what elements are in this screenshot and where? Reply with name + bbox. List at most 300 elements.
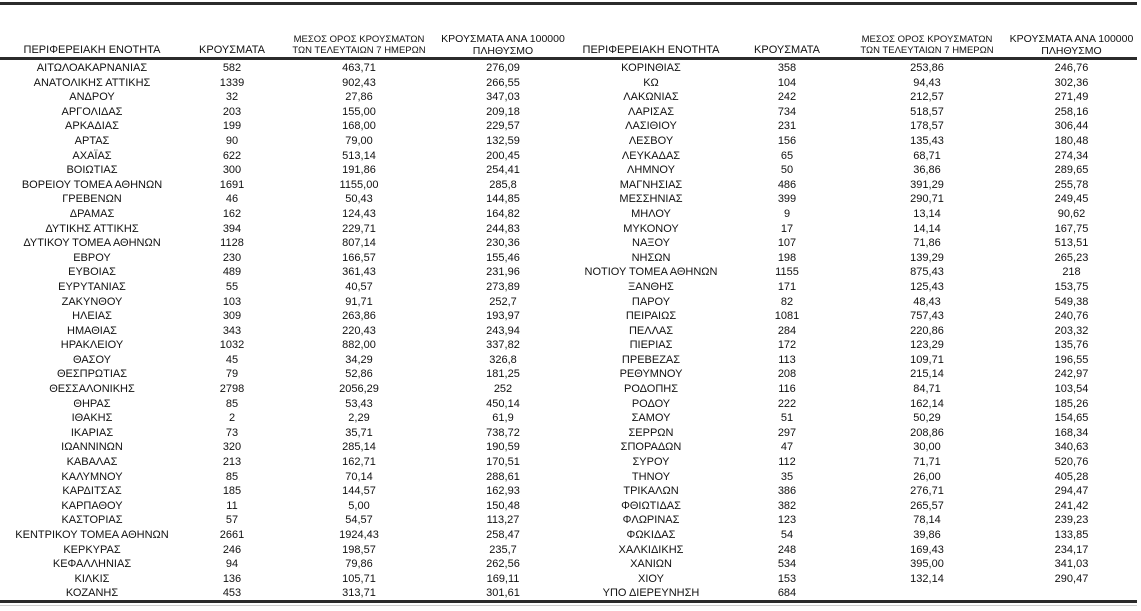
cases-cell: 153 [777, 572, 797, 585]
table-row [576, 309, 1137, 324]
cases-cell: 17 [780, 222, 794, 235]
cases-per-100k-cell: 288,61 [486, 470, 520, 483]
table-row [576, 557, 1137, 572]
avg-7day-cases-cell: 208,86 [910, 426, 944, 439]
region-name-cell: ΚΟΡΙΝΘΙΑΣ [621, 62, 681, 74]
cases-per-100k-cell: 254,41 [486, 164, 520, 177]
region-name-cell: ΚΕΝΤΡΙΚΟΥ ΤΟΜΕΑ ΑΘΗΝΩΝ [15, 529, 169, 541]
region-name-cell: ΕΥΡΥΤΑΝΙΑΣ [58, 280, 126, 293]
cases-cell: 82 [780, 295, 794, 308]
cases-per-100k-cell: 239,23 [1054, 514, 1089, 527]
avg-7day-cases-cell: 52,86 [345, 368, 373, 381]
region-name-cell: ΚΑΣΤΟΡΙΑΣ [61, 514, 123, 527]
avg-7day-cases-cell: 902,43 [342, 76, 376, 89]
avg-7day-cases-cell: 757,43 [910, 310, 944, 323]
avg-7day-cases-cell: 94,43 [913, 76, 941, 89]
cases-cell: 489 [222, 266, 242, 279]
cases-per-100k-cell: 154,65 [1054, 412, 1089, 425]
cases-cell: 55 [225, 280, 239, 293]
cases-cell: 382 [777, 499, 797, 512]
cases-cell: 213 [222, 456, 242, 469]
cases-per-100k-cell: 235,7 [489, 543, 517, 556]
cases-per-100k-cell: 347,03 [486, 91, 520, 104]
column-header-7day-average: ΜΕΣΟΣ ΟΡΟΣ ΚΡΟΥΣΜΑΤΩΝ ΤΩΝ ΤΕΛΕΥΤΑΙΩΝ 7 ΗΜΕΡΩΝ [860, 34, 994, 57]
table-row [0, 90, 568, 105]
table-row [576, 207, 1137, 222]
cases-cell: 185 [222, 485, 242, 498]
region-name-cell: ΚΑΛΥΜΝΟΥ [61, 470, 123, 483]
avg-7day-cases-cell: 144,57 [342, 485, 376, 498]
table-row [576, 411, 1137, 426]
column-header-cases-per-100k: ΚΡΟΥΣΜΑΤΑ ΑΝΑ 100000 ΠΛΗΘΥΣΜΟ [441, 32, 565, 57]
table-row [576, 105, 1137, 120]
region-name-cell: ΝΑΞΟΥ [632, 237, 670, 250]
avg-7day-cases-cell: 1155,00 [339, 178, 379, 191]
cases-cell: 103 [222, 295, 242, 308]
cases-cell: 11 [226, 499, 238, 512]
region-name-cell: ΑΧΑΪΑΣ [72, 149, 112, 162]
cases-per-100k-cell: 240,76 [1054, 310, 1089, 323]
table-row [576, 353, 1137, 368]
cases-cell: 51 [780, 412, 794, 425]
region-name-cell: ΛΑΣΙΘΙΟΥ [625, 120, 677, 133]
column-header-7day-average: ΜΕΣΟΣ ΟΡΟΣ ΚΡΟΥΣΜΑΤΩΝ ΤΩΝ ΤΕΛΕΥΤΑΙΩΝ 7 ΗΜΕΡΩΝ [292, 34, 426, 57]
cases-cell: 1691 [219, 178, 245, 191]
region-name-cell: ΔΥΤΙΚΟΥ ΤΟΜΕΑ ΑΘΗΝΩΝ [23, 237, 161, 250]
cases-per-100k-cell: 103,54 [1054, 383, 1089, 396]
table-row [576, 61, 1137, 76]
cases-per-100k-cell: 306,44 [1054, 120, 1089, 133]
avg-7day-cases-cell: 78,14 [913, 514, 941, 527]
cases-cell: 85 [225, 470, 239, 483]
table-row [0, 222, 568, 237]
avg-7day-cases-cell: 518,57 [910, 105, 944, 118]
table-row [576, 134, 1137, 149]
table-row [576, 149, 1137, 164]
cases-cell: 2798 [219, 383, 245, 396]
region-name-cell: ΠΑΡΟΥ [631, 295, 671, 308]
region-name-cell: ΜΑΓΝΗΣΙΑΣ [619, 178, 683, 191]
cases-cell: 35 [780, 470, 794, 483]
cases-per-100k-cell: 738,72 [486, 426, 520, 439]
region-name-cell: ΤΡΙΚΑΛΩΝ [623, 485, 679, 498]
table-row [0, 149, 568, 164]
cases-per-100k-cell: 285,8 [489, 178, 517, 191]
cases-cell: 734 [777, 105, 797, 118]
cases-cell: 320 [222, 441, 242, 454]
cases-cell: 57 [225, 514, 239, 527]
cases-per-100k-cell: 271,49 [1054, 91, 1089, 104]
table-row [0, 513, 568, 528]
table-row [0, 586, 568, 601]
cases-per-100k-cell: 513,51 [1054, 237, 1089, 250]
avg-7day-cases-cell: 139,29 [910, 251, 944, 264]
region-name-cell: ΑΙΤΩΛΟΑΚΑΡΝΑΝΙΑΣ [36, 62, 148, 74]
table-row [576, 178, 1137, 193]
region-name-cell: ΧΑΛΚΙΔΙΚΗΣ [618, 543, 684, 556]
region-name-cell: ΑΝΑΤΟΛΙΚΗΣ ΑΤΤΙΚΗΣ [33, 76, 151, 89]
cases-per-100k-cell: 234,17 [1054, 543, 1089, 556]
region-name-cell: ΡΟΔΟΥ [631, 397, 671, 410]
table-row [0, 426, 568, 441]
avg-7day-cases-cell: 220,43 [342, 324, 376, 337]
column-header-cases: ΚΡΟΥΣΜΑΤΑ [754, 44, 820, 57]
cases-per-100k-cell: 167,75 [1054, 222, 1089, 235]
table-row [576, 499, 1137, 514]
table-row [0, 295, 568, 310]
avg-7day-cases-cell: 125,43 [910, 280, 944, 293]
table-row [576, 192, 1137, 207]
region-name-cell: ΣΑΜΟΥ [631, 412, 671, 425]
cases-cell: 1128 [220, 237, 244, 250]
table-row [576, 586, 1137, 601]
table-row [0, 440, 568, 455]
region-name-cell: ΜΕΣΣΗΝΙΑΣ [619, 193, 683, 206]
cases-cell: 85 [225, 397, 239, 410]
cases-per-100k-cell: 113,27 [486, 514, 520, 527]
avg-7day-cases-cell: 14,14 [913, 222, 941, 235]
table-row [0, 499, 568, 514]
cases-per-100k-cell: 405,28 [1054, 470, 1089, 483]
cases-cell: 73 [225, 426, 239, 439]
cases-per-100k-cell: 243,94 [486, 324, 520, 337]
avg-7day-cases-cell: 168,00 [342, 120, 376, 133]
avg-7day-cases-cell: 162,14 [910, 397, 944, 410]
cases-per-100k-cell: 162,93 [486, 485, 520, 498]
cases-cell: 300 [222, 164, 242, 177]
table-row [0, 353, 568, 368]
cases-cell: 622 [222, 149, 242, 162]
table-row [0, 324, 568, 339]
cases-per-100k-cell: 302,36 [1054, 76, 1089, 89]
avg-7day-cases-cell: 395,00 [910, 558, 944, 571]
avg-7day-cases-cell: 54,57 [345, 514, 373, 527]
table-row [576, 76, 1137, 91]
cases-cell: 199 [222, 120, 242, 133]
region-name-cell: ΚΑΡΔΙΤΣΑΣ [62, 485, 122, 498]
table-row [0, 338, 568, 353]
cases-per-100k-cell: 209,18 [486, 105, 520, 118]
cases-per-100k-cell: 341,03 [1054, 558, 1089, 571]
avg-7day-cases-cell: 155,00 [342, 105, 376, 118]
cases-per-100k-cell: 196,55 [1054, 353, 1089, 366]
table-row [0, 265, 568, 280]
avg-7day-cases-cell: 35,71 [345, 426, 373, 439]
cases-per-100k-cell: 249,45 [1054, 193, 1089, 206]
avg-7day-cases-cell: 265,57 [910, 499, 944, 512]
avg-7day-cases-cell: 253,86 [910, 62, 944, 74]
cases-cell: 104 [777, 76, 797, 89]
region-name-cell: ΘΗΡΑΣ [73, 397, 111, 410]
region-name-cell: ΑΡΚΑΔΙΑΣ [65, 120, 119, 133]
cases-per-100k-cell: 276,09 [486, 62, 520, 74]
table-row [576, 236, 1137, 251]
cases-per-100k-cell: 61,9 [492, 412, 514, 425]
region-name-cell: ΜΥΚΟΝΟΥ [623, 222, 679, 235]
avg-7day-cases-cell: 84,71 [913, 383, 941, 396]
region-name-cell: ΔΥΤΙΚΗΣ ΑΤΤΙΚΗΣ [45, 222, 139, 235]
cases-cell: 32 [225, 91, 239, 104]
cases-per-100k-cell: 273,89 [486, 280, 520, 293]
cases-cell: 284 [777, 324, 797, 337]
table-row [0, 543, 568, 558]
table-row [576, 338, 1137, 353]
cases-per-100k-cell: 450,14 [486, 397, 520, 410]
avg-7day-cases-cell: 48,43 [913, 295, 941, 308]
cases-per-100k-cell: 340,63 [1054, 441, 1089, 454]
cases-cell: 54 [780, 529, 794, 541]
cases-per-100k-cell: 265,23 [1054, 251, 1089, 264]
region-name-cell: ΠΕΙΡΑΙΩΣ [625, 310, 677, 323]
region-name-cell: ΚΑΒΑΛΑΣ [66, 456, 118, 469]
table-row [576, 397, 1137, 412]
region-name-cell: ΗΛΕΙΑΣ [72, 310, 112, 323]
cases-table-left [0, 0, 568, 601]
region-name-cell: ΤΗΝΟΥ [631, 470, 671, 483]
region-name-cell: ΛΑΚΩΝΙΑΣ [623, 91, 679, 104]
table-row [576, 528, 1137, 543]
cases-per-100k-cell: 193,97 [486, 310, 520, 323]
cases-per-100k-cell: 200,45 [486, 149, 520, 162]
cases-per-100k-cell: 246,76 [1054, 62, 1089, 74]
cases-per-100k-cell: 252,7 [489, 295, 517, 308]
avg-7day-cases-cell: 79,00 [345, 134, 373, 147]
avg-7day-cases-cell: 132,14 [910, 572, 944, 585]
cases-per-100k-cell: 244,83 [486, 222, 520, 235]
avg-7day-cases-cell: 391,29 [910, 178, 944, 191]
cases-per-100k-cell: 242,97 [1054, 368, 1089, 381]
cases-cell: 94 [225, 558, 239, 571]
avg-7day-cases-cell [848, 586, 1006, 601]
table-row [0, 411, 568, 426]
region-name-cell: ΔΡΑΜΑΣ [69, 207, 115, 220]
cases-per-100k-cell: 168,34 [1054, 426, 1089, 439]
cases-cell: 9 [783, 207, 791, 220]
cases-per-100k-cell: 155,46 [486, 251, 520, 264]
region-name-cell: ΚΑΡΠΑΘΟΥ [61, 499, 123, 512]
table-row [0, 280, 568, 295]
cases-per-100k-cell: 326,8 [489, 353, 517, 366]
cases-cell: 534 [777, 558, 797, 571]
cases-cell: 112 [778, 456, 796, 469]
cases-per-100k-cell: 258,16 [1054, 105, 1089, 118]
cases-per-100k-cell: 170,51 [486, 456, 520, 469]
region-name-cell: ΜΗΛΟΥ [631, 207, 671, 220]
region-name-cell: ΝΟΤΙΟΥ ΤΟΜΕΑ ΑΘΗΝΩΝ [584, 266, 718, 279]
table-row [576, 543, 1137, 558]
table-row [576, 470, 1137, 485]
cases-per-100k-cell: 229,57 [486, 120, 520, 133]
avg-7day-cases-cell: 290,71 [910, 193, 944, 206]
avg-7day-cases-cell: 13,14 [913, 207, 941, 220]
region-name-cell: ΣΠΟΡΑΔΩΝ [620, 441, 682, 454]
column-header-region: ΠΕΡΙΦΕΡΕΙΑΚΗ ΕΝΟΤΗΤΑ [582, 44, 720, 57]
table-row [0, 309, 568, 324]
avg-7day-cases-cell: 215,14 [910, 368, 944, 381]
cases-per-100k-cell: 241,42 [1054, 499, 1089, 512]
table-row [576, 222, 1137, 237]
cases-cell: 343 [222, 324, 242, 337]
cases-cell: 394 [222, 222, 242, 235]
cases-cell: 297 [777, 426, 797, 439]
table-row [576, 382, 1137, 397]
cases-cell: 1032 [219, 339, 245, 352]
table-row [576, 324, 1137, 339]
table-row [576, 295, 1137, 310]
cases-cell: 79 [225, 368, 239, 381]
cases-cell: 222 [777, 397, 797, 410]
avg-7day-cases-cell: 34,29 [345, 353, 373, 366]
column-header-cases-per-100k: ΚΡΟΥΣΜΑΤΑ ΑΝΑ 100000 ΠΛΗΘΥΣΜΟ [1009, 32, 1134, 57]
cases-per-100k-cell: 252 [493, 383, 513, 396]
cases-cell: 198 [777, 251, 797, 264]
avg-7day-cases-cell: 68,71 [913, 149, 941, 162]
avg-7day-cases-cell: 313,71 [342, 587, 376, 600]
cases-cell: 116 [778, 383, 796, 396]
cases-per-100k-cell: 301,61 [486, 587, 520, 600]
table-row [576, 572, 1137, 587]
table-row [576, 119, 1137, 134]
avg-7day-cases-cell: 135,43 [910, 134, 944, 147]
avg-7day-cases-cell: 70,14 [345, 470, 373, 483]
region-name-cell: ΠΡΕΒΕΖΑΣ [621, 353, 681, 366]
table-row [0, 572, 568, 587]
avg-7day-cases-cell: 513,14 [342, 149, 376, 162]
table-row [576, 163, 1137, 178]
avg-7day-cases-cell: 361,43 [342, 266, 376, 279]
cases-per-100k-cell: 190,59 [486, 441, 520, 454]
table-row [0, 236, 568, 251]
region-name-cell: ΡΟΔΟΠΗΣ [623, 383, 679, 396]
bottom-border-shadow-line [0, 605, 1137, 606]
cases-cell: 453 [222, 587, 242, 600]
cases-cell: 171 [777, 280, 797, 293]
region-name-cell: ΦΩΚΙΔΑΣ [626, 529, 676, 541]
region-name-cell: ΡΕΘΥΜΝΟΥ [619, 368, 683, 381]
cases-cell: 309 [222, 310, 242, 323]
table-row [0, 119, 568, 134]
avg-7day-cases-cell: 109,71 [910, 353, 944, 366]
avg-7day-cases-cell: 162,71 [342, 456, 376, 469]
table-row [576, 367, 1137, 382]
region-name-cell: ΙΚΑΡΙΑΣ [70, 426, 114, 439]
cases-cell: 136 [222, 572, 242, 585]
cases-cell: 65 [780, 149, 794, 162]
table-row [576, 90, 1137, 105]
avg-7day-cases-cell: 191,86 [342, 164, 376, 177]
avg-7day-cases-cell: 285,14 [342, 441, 376, 454]
table-row [576, 455, 1137, 470]
region-name-cell: ΧΙΟΥ [638, 572, 664, 585]
cases-per-100k-cell [1006, 586, 1137, 601]
table-row [0, 178, 568, 193]
cases-per-100k-cell: 258,47 [486, 529, 520, 541]
avg-7day-cases-cell: 166,57 [342, 251, 376, 264]
region-name-cell: ΘΕΣΠΡΩΤΙΑΣ [56, 368, 128, 381]
avg-7day-cases-cell: 220,86 [910, 324, 944, 337]
cases-cell: 123 [777, 514, 797, 527]
region-name-cell: ΧΑΝΙΩΝ [630, 558, 672, 571]
cases-cell: 46 [225, 193, 239, 206]
cases-per-100k-cell: 337,82 [486, 339, 520, 352]
header-row [576, 0, 1137, 61]
table-row [0, 207, 568, 222]
column-header-region: ΠΕΡΙΦΕΡΕΙΑΚΗ ΕΝΟΤΗΤΑ [23, 44, 161, 57]
avg-7day-cases-cell: 40,57 [345, 280, 373, 293]
cases-per-100k-cell: 169,11 [486, 572, 520, 585]
cases-per-100k-cell: 520,76 [1054, 456, 1089, 469]
region-name-cell: ΘΑΣΟΥ [72, 353, 112, 366]
cases-per-100k-cell: 230,36 [486, 237, 520, 250]
avg-7day-cases-cell: 26,00 [913, 470, 941, 483]
region-name-cell: ΥΠΟ ΔΙΕΡΕΥΝΗΣΗ [602, 587, 700, 600]
cases-per-100k-cell: 218 [1062, 266, 1081, 279]
table-row [0, 163, 568, 178]
cases-cell: 90 [225, 134, 239, 147]
table-row [576, 426, 1137, 441]
avg-7day-cases-cell: 53,43 [345, 397, 373, 410]
avg-7day-cases-cell: 2,29 [348, 412, 370, 425]
column-header-cases: ΚΡΟΥΣΜΑΤΑ [199, 44, 265, 57]
cases-per-100k-cell: 231,96 [486, 266, 520, 279]
cases-per-100k-cell: 153,75 [1054, 280, 1089, 293]
table-row [576, 440, 1137, 455]
region-name-cell: ΘΕΣΣΑΛΟΝΙΚΗΣ [49, 383, 135, 396]
cases-cell: 47 [780, 441, 794, 454]
table-row [0, 470, 568, 485]
cases-cell: 684 [777, 587, 797, 600]
cases-cell: 1339 [219, 76, 245, 89]
table-row [0, 528, 568, 543]
avg-7day-cases-cell: 198,57 [342, 543, 376, 556]
cases-cell: 162 [222, 207, 242, 220]
cases-per-100k-cell: 290,47 [1054, 572, 1089, 585]
region-name-cell: ΕΥΒΟΙΑΣ [68, 266, 116, 279]
region-name-cell: ΛΕΣΒΟΥ [628, 134, 674, 147]
table-row [0, 455, 568, 470]
region-name-cell: ΑΡΤΑΣ [74, 134, 110, 147]
cases-table-right [576, 0, 1137, 601]
table-row [0, 192, 568, 207]
table-row [0, 105, 568, 120]
region-name-cell: ΑΡΓΟΛΙΔΑΣ [61, 105, 123, 118]
cases-cell: 113 [778, 353, 796, 366]
cases-cell: 1155 [775, 266, 799, 279]
cases-cell: 203 [222, 105, 242, 118]
avg-7day-cases-cell: 178,57 [910, 120, 944, 133]
cases-per-100k-cell: 274,34 [1054, 149, 1089, 162]
cases-per-100k-cell: 90,62 [1057, 207, 1086, 220]
cases-cell: 156 [777, 134, 797, 147]
table-body-right [576, 61, 1137, 601]
region-name-cell: ΗΡΑΚΛΕΙΟΥ [60, 339, 124, 352]
cases-per-100k-cell: 133,85 [1054, 529, 1089, 541]
avg-7day-cases-cell: 807,14 [342, 237, 376, 250]
cases-cell: 107 [777, 237, 797, 250]
table-row [0, 76, 568, 91]
region-name-cell: ΙΩΑΝΝΙΝΩΝ [61, 441, 123, 454]
avg-7day-cases-cell: 123,29 [910, 339, 944, 352]
region-name-cell: ΛΗΜΝΟΥ [627, 164, 675, 177]
region-name-cell: ΑΝΔΡΟΥ [69, 91, 115, 104]
table-row [0, 557, 568, 572]
cases-per-100k-cell: 549,38 [1054, 295, 1089, 308]
cases-per-100k-cell: 262,56 [486, 558, 520, 571]
region-name-cell: ΣΥΡΟΥ [632, 456, 670, 469]
region-name-cell: ΓΡΕΒΕΝΩΝ [62, 193, 122, 206]
cases-per-100k-cell: 135,76 [1054, 339, 1089, 352]
region-name-cell: ΚΟΖΑΝΗΣ [65, 587, 119, 600]
